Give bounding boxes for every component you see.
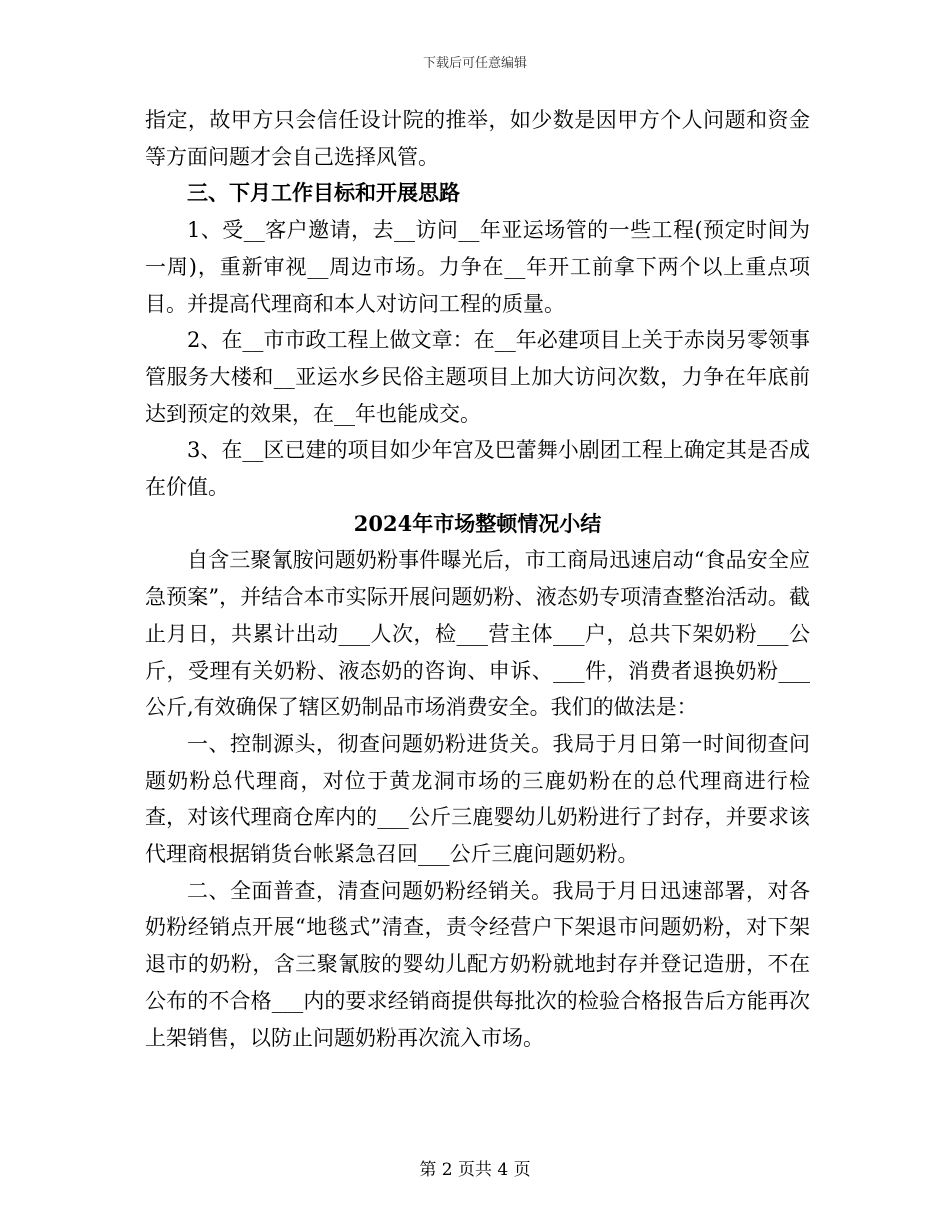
paragraph-point-1: 一、控制源头，彻查问题奶粉进货关。我局于月日第一时间彻查问题奶粉总代理商，对位于黄龙洞市场的三鹿奶粉在的总代理商进行检查，对该代理商仓库内的___公斤三鹿婴幼儿奶粉进行了封存，并要求该代理商根据销货台帐紧急召回___公斤三鹿问题奶粉。 bbox=[145, 731, 810, 867]
paragraph-intro: 自含三聚氰胺问题奶粉事件曝光后，市工商局迅速启动“食品安全应急预案”，并结合本市实际开展问题奶粉、液态奶专项清查整治活动。截止月日，共累计出动___人次，检___营主体___户，总共下架奶粉___公斤，受理有关奶粉、液态奶的咨询、申诉、___件，消费者退换奶粉___公斤,有效确保了辖区奶制品市场消费安全。我们的做法是： bbox=[145, 548, 810, 720]
document-body bbox=[145, 102, 810, 1056]
section-heading: 三、下月工作目标和开展思路 bbox=[187, 180, 460, 206]
paragraph-item-3: 3、在__区已建的项目如少年宫及巴蕾舞小剧团工程上确定其是否成在价值。 bbox=[145, 438, 810, 500]
paragraph-item-2: 2、在__市市政工程上做文章：在__年必建项目上关于赤岗另零领事管服务大楼和__亚运水乡民俗主题项目上加大访问次数，力争在年底前达到预定的效果，在__年也能成交。 bbox=[145, 328, 810, 426]
paragraph-continuation: 指定，故甲方只会信任设计院的推举，如少数是因甲方个人问题和资金等方面问题才会自己选择风管。 bbox=[145, 108, 810, 169]
page-footer: 第 2 页共 4 页 bbox=[419, 1160, 531, 1180]
paragraph-item-1: 1、受__客户邀请，去__访问__年亚运场管的一些工程(预定时间为一周)，重新审视__周边市场。力争在__年开工前拿下两个以上重点项目。并提高代理商和本人对访问工程的质量。 bbox=[145, 218, 810, 316]
document-title: 2024年市场整顿情况小结 bbox=[353, 510, 602, 536]
paragraph-point-2: 二、全面普查，清查问题奶粉经销关。我局于月日迅速部署，对各奶粉经销点开展“地毯式”清查，责令经营户下架退市问题奶粉，对下架退市的奶粉，含三聚氰胺的婴幼儿配方奶粉就地封存并登记造册，不在公布的不合格___内的要求经销商提供每批次的检验合格报告后方能再次上架销售，以防止问题奶粉再次流入市场。 bbox=[145, 878, 810, 1050]
page-header: 下载后可任意编辑 bbox=[422, 56, 527, 71]
